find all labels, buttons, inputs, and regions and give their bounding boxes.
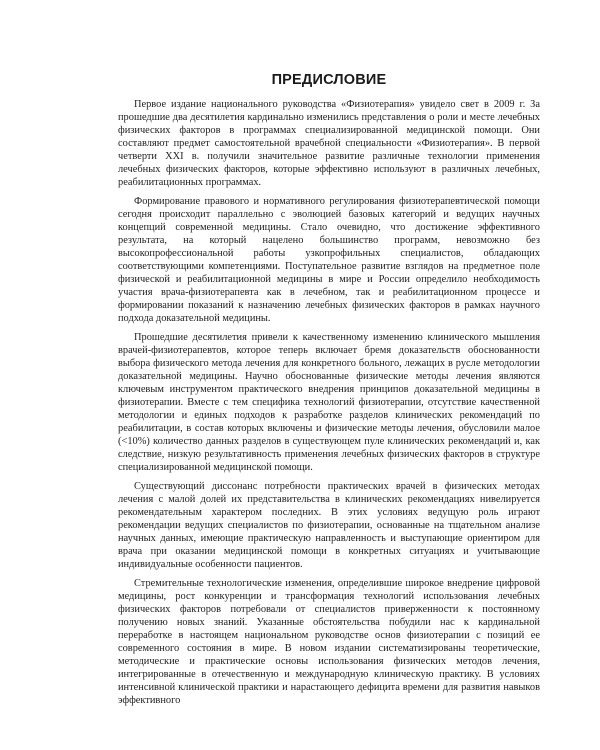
- paragraph: Формирование правового и нормативного регулирования физиотерапевтической помощи сегодня происходит параллельно с эволюцией базовых категорий и ведущих научных концепций современной медицины. Стало очевидно, что достижение эффективного результата, на который нацелено большинство программ, невозможно без высокопрофессиональной работы узкопрофильных специалистов, обладающих соответствующими компетенциями. Поступательное развитие взглядов на предметное поле физической и реабилитационной медицины в мире и России определило необходимость участия врача-физиотерапевта как в лечебном, так и реабилитационном процессе и формировании показаний к назначению лечебных физических факторов в рамках научного подхода доказательной медицины.: [118, 196, 540, 324]
- paragraph: Первое издание национального руководства «Физиотерапия» увидело свет в 2009 г. За прошедшие два десятилетия кардинально изменились представления о роли и месте лечебных физических факторов в программах специализированной медицинской помощи. Они составляют предмет самостоятельной врачебной специальности «Физиотерапия». В первой четверти XXI в. получили значительное развитие различные технологии применения лечебных физических факторов, которые эффективно используют в различных лечебных, реабилитационных программах.: [118, 99, 540, 188]
- page-title: ПРЕДИСЛОВИЕ: [271, 72, 387, 88]
- paragraph: Существующий диссонанс потребности практических врачей в физических методах лечения с малой долей их представительства в клинических рекомендациях нивелируется рекомендательным характером последних. В этих условиях ведущую роль играют рекомендации ведущих специалистов по физиотерапии, основанные на тщательном анализе научных данных, имеющие практическую направленность и выступающие ориентиром для врача при оказании медицинской помощи в конкретных ситуациях и учитывающие индивидуальные особенности пациентов.: [118, 481, 540, 570]
- paragraph: Стремительные технологические изменения, определившие широкое внедрение цифровой медицины, рост конкуренции и трансформация технологий использования лечебных физических факторов потребовали от специалистов приверженности к постоянному получению новых знаний. Указанные обстоятельства побудили нас к кардинальной переработке в настоящем национальном руководстве основ физиотерапии с позиций ее современного состояния в мире. В новом издании систематизированы теоретические, методические и практические основы использования физических методов лечения, интегрированные в отечественную и международную клиническую практику. В условиях интенсивной клинической практики и нарастающего дефицита времени для развития навыков эффективного: [118, 578, 540, 706]
- document-body: [118, 98, 540, 707]
- paragraph: Прошедшие десятилетия привели к качественному изменению клинического мышления врачей-физиотерапевтов, которое теперь включает бремя доказательств обоснованности выбора физического метода лечения для конкретного больного, лежащих в русле методологии доказательной медицины. Научно обоснованные физические методы лечения являются ключевым инструментом практического внедрения принципов доказательной медицины в физиотерапии. Вместе с тем специфика технологий физиотерапии, отсутствие качественной методологии и единых подходов к разработке разделов клинических рекомендаций по реабилитации, в состав которых включены и физические методы лечения, обусловили малое (<10%) количество данных разделов в существующем пуле клинических рекомендаций и, как следствие, низкую результативность применения лечебных физических факторов в структуре специализированной медицинской помощи.: [118, 332, 540, 473]
